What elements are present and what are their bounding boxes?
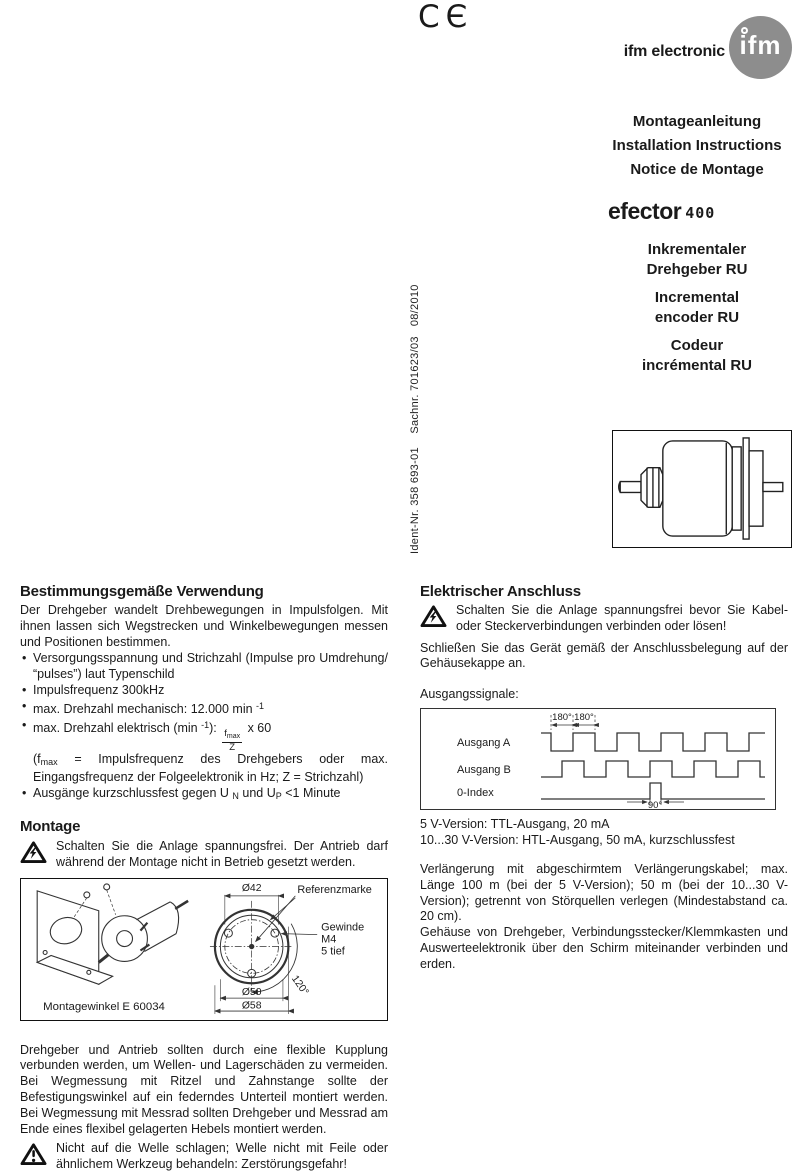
electrical-hazard-warning-icon (20, 839, 48, 871)
deg180-label: 180° (552, 711, 572, 723)
product-title-de-line1: Inkrementaler (647, 241, 747, 258)
subscript: P (275, 791, 282, 802)
montage-warning (20, 839, 388, 871)
electrical-warning (420, 603, 788, 635)
product-title-fr (592, 336, 802, 376)
angle-120-label: 120° (288, 973, 311, 998)
product-title-en-line2: encoder RU (654, 309, 740, 326)
electrical-body1: Schließen Sie das Gerät gemäß der Anschlussbelegung auf der Gehäusekappe an. (420, 640, 788, 671)
thread-label-1: Gewinde (321, 921, 365, 934)
version-5v: 5 V-Version: TTL-Ausgang, 20 mA (420, 816, 610, 831)
brand-name: ifm electronic (623, 43, 725, 60)
list-item (20, 786, 388, 805)
mounting-figure (20, 878, 388, 1021)
efector-logo (608, 200, 715, 222)
ifm-logo-icon (729, 16, 792, 79)
bullet-text: max. Drehzahl elektrisch (min (33, 720, 202, 735)
bullet-text: ): (209, 720, 221, 735)
product-title-de (592, 240, 802, 280)
fraction-numerator (222, 729, 242, 743)
thread-label-3: 5 tief (321, 945, 345, 958)
usage-intro: Der Drehgeber wandelt Drehbewegungen in Impulsfolgen. Mit ihnen lassen sich Wegstrecken und Winkelbewegungen messen und Positionen bestimmen. (20, 603, 388, 649)
bullet-text: Versorgungsspannung und Strichzahl (Impulse pro Umdrehung/ “pulses”) laut Typenschild (33, 651, 388, 682)
list-item (20, 699, 388, 718)
encoder-product-drawing (612, 430, 792, 548)
zero-index-label: 0-Index (457, 786, 494, 799)
bullet-text: und U (238, 786, 276, 801)
product-titles (592, 240, 802, 384)
dim-50: Ø50 (241, 986, 262, 998)
usage-heading: Bestimmungsgemäße Verwendung (20, 583, 264, 600)
dim-58: Ø58 (241, 1000, 262, 1012)
subscript: N (232, 791, 239, 802)
left-column (20, 583, 388, 1173)
electrical-heading: Elektrischer Anschluss (420, 583, 581, 600)
bullet-text: Impulsfrequenz 300kHz (33, 682, 165, 697)
superscript: -1 (256, 700, 265, 711)
version-specs (420, 816, 788, 848)
cable-extension-body: Verlängerung mit abgeschirmtem Verlängerungskabel; max. Länge 100 m (bei der 5 V-Version); 50 m (bei der 10...30 V-Version); getrennt von Störquellen verlegen (Mindestabstand ca. 20 cm). (420, 861, 788, 924)
warning-text: Nicht auf die Welle schlagen; Welle nicht mit Feile oder ähnlichem Werkzeug behandeln: Zerstörungsgefahr! (56, 1141, 388, 1172)
general-warning-icon (20, 1141, 48, 1173)
usage-bullet-list (20, 651, 388, 805)
bullet-subline (33, 752, 388, 787)
reference-mark-label: Referenzmarke (297, 883, 372, 896)
ifm-logo-text: ifm (739, 30, 782, 60)
list-item (20, 683, 388, 699)
fraction-denominator: Z (229, 741, 236, 753)
product-title-fr-line1: Codeur (670, 337, 724, 354)
fraction-f: f (224, 727, 227, 739)
bullet-text: (f (33, 751, 41, 766)
subscript: max (226, 732, 241, 740)
document-titles (592, 110, 802, 182)
bullet-text: max. Drehzahl mechanisch: 12.000 min (33, 701, 257, 716)
product-title-de-line2: Drehgeber RU (646, 261, 748, 278)
channel-b-label: Ausgang B (457, 763, 511, 776)
product-title-en (592, 288, 802, 328)
warning-text: Schalten Sie die Anlage spannungsfrei bevor Sie Kabel- oder Steckerverbindungen verbinden oder lösen! (456, 603, 788, 633)
warning-text: Schalten Sie die Anlage spannungsfrei. Der Antrieb darf während der Montage nicht in Betrieb gesetzt werden. (56, 838, 388, 869)
channel-a-label: Ausgang A (457, 736, 511, 749)
product-title-fr-line2: incrémental RU (641, 357, 753, 374)
encoder-side-view-icon (613, 431, 790, 546)
shaft-warning (20, 1141, 388, 1173)
subscript: max (40, 756, 58, 767)
ce-mark-icon: CЄ (418, 0, 474, 35)
electrical-hazard-warning-icon (420, 603, 448, 635)
mounting-diagram (21, 879, 385, 1019)
output-signals-label: Ausgangssignale: (420, 687, 519, 702)
thread-label-2: M4 (321, 933, 337, 946)
bullet-text: = Impulsfrequenz des Drehgebers oder max. Eingangsfrequenz der Folgeelektronik in Hz; Z = Strichzahl) (33, 751, 388, 785)
bullet-text: x 60 (244, 720, 272, 735)
list-item (20, 651, 388, 683)
ident-number-sidebar: Ident-Nr. 358 693-01 Sachnr. 701623/03 08/2010 (409, 284, 421, 554)
formula-fraction (222, 729, 242, 752)
deg90-label: 90° (647, 799, 663, 811)
version-10-30v: 10...30 V-Version: HTL-Ausgang, 50 mA, kurzschlussfest (420, 832, 735, 847)
bullet-text: <1 Minute (281, 786, 341, 801)
efector-number: 400 (685, 204, 716, 222)
deg180-label: 180° (574, 711, 594, 723)
figure-caption: Montagewinkel E 60034 (43, 1000, 165, 1013)
right-column (420, 583, 788, 973)
efector-word: efector (608, 198, 682, 224)
timing-diagram (420, 708, 776, 810)
montage-body: Drehgeber und Antrieb sollten durch eine flexible Kupplung verbunden werden, um Wellen- und Lagerschäden zu vermeiden. Bei Wegmessung mit Ritzel und Zahnstange sollte der Befestigungswinkel auf ein federndes Unterteil montiert werden. Bei Wegmessung mit Messrad sollten Drehgeber und Messrad am Ende eines flexibel gelagerten Hebels montiert werden. (20, 1042, 388, 1136)
superscript: -1 (201, 719, 210, 730)
title-en: Installation Instructions (612, 137, 782, 154)
product-title-en-line1: Incremental (654, 289, 740, 306)
output-signal-waveforms (421, 709, 775, 809)
title-fr: Notice de Montage (630, 161, 764, 178)
bullet-text: Ausgänge kurzschlussfest gegen U (33, 786, 233, 801)
montage-heading: Montage (20, 817, 81, 835)
title-de: Montageanleitung (632, 113, 762, 130)
list-item (20, 718, 388, 787)
dim-42: Ø42 (241, 882, 262, 894)
shielding-body: Gehäuse von Drehgeber, Verbindungsstecker/Klemmkasten und Auswerteelektronik über den Schirm miteinander verbinden und erden. (420, 925, 788, 971)
